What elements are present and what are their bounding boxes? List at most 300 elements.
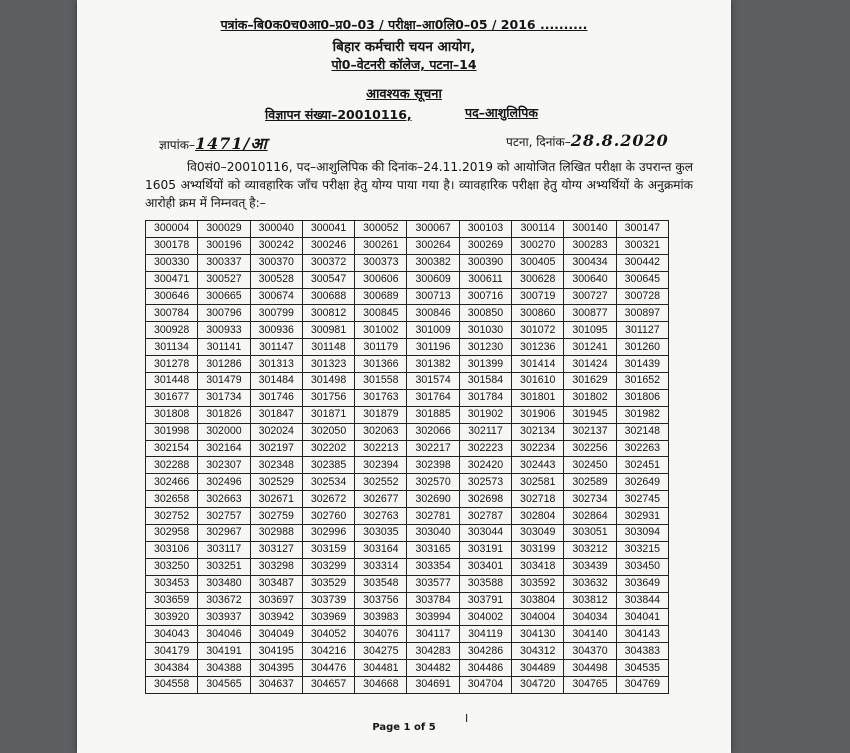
roll-number-cell: 301945 bbox=[564, 406, 616, 423]
roll-number-cell: 300040 bbox=[250, 221, 302, 238]
roll-number-cell: 302671 bbox=[250, 491, 302, 508]
roll-number-cell: 301885 bbox=[407, 406, 459, 423]
roll-number-cell: 301847 bbox=[250, 406, 302, 423]
roll-number-cell: 301610 bbox=[512, 373, 564, 390]
roll-number-cell: 304476 bbox=[302, 660, 354, 677]
roll-number-cell: 304140 bbox=[564, 626, 616, 643]
roll-number-cell: 301906 bbox=[512, 406, 564, 423]
notice-body-text: वि0सं0–20010116, पद–आशुलिपिक की दिनांक–24.11.2019 को आयोजित लिखित परीक्षा के उपरान्त कुल 1605 अभ्यर्थियों को व्यावहारिक जाँच परीक्षा हेतु योग्य पाया गया है। व्यावहारिक परीक्षा हेतु योग्य अभ्यर्थियों के अनुक्रमांक आरोही क्रम में निम्नवत् है:– bbox=[145, 160, 693, 210]
roll-number-cell: 304076 bbox=[355, 626, 407, 643]
roll-number-cell: 304191 bbox=[198, 643, 250, 660]
roll-number-cell: 300330 bbox=[146, 254, 198, 271]
roll-number-cell: 300609 bbox=[407, 271, 459, 288]
roll-number-cell: 304486 bbox=[459, 660, 511, 677]
roll-number-cell: 302466 bbox=[146, 474, 198, 491]
roll-number-cell: 302663 bbox=[198, 491, 250, 508]
roll-number-cell: 300845 bbox=[355, 305, 407, 322]
roll-number-cell: 302202 bbox=[302, 440, 354, 457]
roll-number-cell: 303250 bbox=[146, 558, 198, 575]
roll-number-cell: 300689 bbox=[355, 288, 407, 305]
roll-number-cell: 300067 bbox=[407, 221, 459, 238]
roll-number-cell: 304117 bbox=[407, 626, 459, 643]
roll-number-cell: 302451 bbox=[616, 457, 668, 474]
roll-number-cell: 301902 bbox=[459, 406, 511, 423]
roll-number-cell: 300933 bbox=[198, 322, 250, 339]
roll-number-cell: 302570 bbox=[407, 474, 459, 491]
roll-number-cell: 301147 bbox=[250, 339, 302, 356]
roll-number-cell: 300646 bbox=[146, 288, 198, 305]
roll-number-cell: 304283 bbox=[407, 643, 459, 660]
roll-number-cell: 301127 bbox=[616, 322, 668, 339]
roll-number-cell: 300812 bbox=[302, 305, 354, 322]
table-row bbox=[146, 322, 669, 339]
roll-number-cell: 300928 bbox=[146, 322, 198, 339]
table-row bbox=[146, 491, 669, 508]
roll-number-cell: 303453 bbox=[146, 575, 198, 592]
roll-number-cell: 303983 bbox=[355, 609, 407, 626]
roll-number-cell: 302063 bbox=[355, 423, 407, 440]
roll-number-cell: 302197 bbox=[250, 440, 302, 457]
roll-number-cell: 302864 bbox=[564, 508, 616, 525]
roll-number-cell: 303418 bbox=[512, 558, 564, 575]
roll-number-cell: 300052 bbox=[355, 221, 407, 238]
roll-number-cell: 300606 bbox=[355, 271, 407, 288]
roll-number-cell: 302223 bbox=[459, 440, 511, 457]
table-row bbox=[146, 575, 669, 592]
table-row bbox=[146, 660, 669, 677]
roll-number-cell: 302496 bbox=[198, 474, 250, 491]
roll-number-cell: 303969 bbox=[302, 609, 354, 626]
roll-number-cell: 302804 bbox=[512, 508, 564, 525]
page-number: Page 1 of 5 bbox=[372, 722, 436, 733]
roll-number-cell: 303106 bbox=[146, 541, 198, 558]
roll-number-cell: 300796 bbox=[198, 305, 250, 322]
roll-number-cell: 300373 bbox=[355, 254, 407, 271]
roll-number-cell: 303804 bbox=[512, 592, 564, 609]
roll-number-cell: 302759 bbox=[250, 508, 302, 525]
table-row bbox=[146, 609, 669, 626]
roll-number-cell: 302529 bbox=[250, 474, 302, 491]
roll-number-cell: 304482 bbox=[407, 660, 459, 677]
roll-number-cell: 300674 bbox=[250, 288, 302, 305]
roll-number-cell: 303212 bbox=[564, 541, 616, 558]
roll-number-cell: 301439 bbox=[616, 356, 668, 373]
roll-number-cell: 304704 bbox=[459, 677, 511, 694]
table-row bbox=[146, 305, 669, 322]
roll-number-cell: 301414 bbox=[512, 356, 564, 373]
table-row bbox=[146, 525, 669, 542]
roll-number-cell: 301756 bbox=[302, 389, 354, 406]
roll-number-cell: 302734 bbox=[564, 491, 616, 508]
roll-number-cell: 301734 bbox=[198, 389, 250, 406]
table-row bbox=[146, 474, 669, 491]
roll-number-cell: 303784 bbox=[407, 592, 459, 609]
roll-number-cell: 304558 bbox=[146, 677, 198, 694]
roll-number-cell: 303354 bbox=[407, 558, 459, 575]
document-page bbox=[77, 0, 731, 753]
roll-number-cell: 302988 bbox=[250, 525, 302, 542]
roll-number-cell: 300147 bbox=[616, 221, 668, 238]
roll-number-cell: 300645 bbox=[616, 271, 668, 288]
roll-number-cell: 304765 bbox=[564, 677, 616, 694]
roll-number-cell: 303480 bbox=[198, 575, 250, 592]
roll-number-cell: 302117 bbox=[459, 423, 511, 440]
roll-number-cell: 302134 bbox=[512, 423, 564, 440]
roll-number-cell: 300004 bbox=[146, 221, 198, 238]
roll-number-cell: 300434 bbox=[564, 254, 616, 271]
roll-number-cell: 300547 bbox=[302, 271, 354, 288]
roll-number-cell: 301278 bbox=[146, 356, 198, 373]
table-row bbox=[146, 373, 669, 390]
roll-number-cell: 303756 bbox=[355, 592, 407, 609]
roll-number-cell: 300264 bbox=[407, 237, 459, 254]
roll-number-cell: 300196 bbox=[198, 237, 250, 254]
roll-number-cell: 304041 bbox=[616, 609, 668, 626]
roll-number-cell: 302394 bbox=[355, 457, 407, 474]
roll-number-cell: 300860 bbox=[512, 305, 564, 322]
roll-number-cell: 300270 bbox=[512, 237, 564, 254]
roll-number-cell: 304691 bbox=[407, 677, 459, 694]
roll-number-cell: 300370 bbox=[250, 254, 302, 271]
roll-number-cell: 302066 bbox=[407, 423, 459, 440]
roll-number-cell: 303994 bbox=[407, 609, 459, 626]
roll-number-cell: 303439 bbox=[564, 558, 616, 575]
roll-number-cell: 301002 bbox=[355, 322, 407, 339]
roll-number-cell: 301763 bbox=[355, 389, 407, 406]
roll-number-cell: 302050 bbox=[302, 423, 354, 440]
roll-number-cell: 301236 bbox=[512, 339, 564, 356]
roll-number-cell: 302996 bbox=[302, 525, 354, 542]
roll-number-cell: 301558 bbox=[355, 373, 407, 390]
roll-number-cell: 300029 bbox=[198, 221, 250, 238]
roll-number-cell: 301746 bbox=[250, 389, 302, 406]
roll-number-cell: 302534 bbox=[302, 474, 354, 491]
roll-number-cell: 302698 bbox=[459, 491, 511, 508]
roll-number-cell: 300628 bbox=[512, 271, 564, 288]
roll-number-cell: 304130 bbox=[512, 626, 564, 643]
roll-number-cell: 304275 bbox=[355, 643, 407, 660]
roll-number-cell: 304668 bbox=[355, 677, 407, 694]
roll-number-cell: 304370 bbox=[564, 643, 616, 660]
table-row bbox=[146, 389, 669, 406]
table-row bbox=[146, 592, 669, 609]
roll-number-cell: 301448 bbox=[146, 373, 198, 390]
roll-number-cell: 300246 bbox=[302, 237, 354, 254]
organization-name: बिहार कर्मचारी चयन आयोग, bbox=[332, 39, 476, 55]
roll-number-cell: 301230 bbox=[459, 339, 511, 356]
table-row bbox=[146, 541, 669, 558]
roll-number-cell: 303697 bbox=[250, 592, 302, 609]
roll-number-cell: 303159 bbox=[302, 541, 354, 558]
roll-number-cell: 302307 bbox=[198, 457, 250, 474]
roll-number-cell: 302677 bbox=[355, 491, 407, 508]
roll-number-cell: 300688 bbox=[302, 288, 354, 305]
roll-number-cell: 301072 bbox=[512, 322, 564, 339]
roll-number-cell: 302581 bbox=[512, 474, 564, 491]
roll-number-cell: 303199 bbox=[512, 541, 564, 558]
roll-number-cell: 302443 bbox=[512, 457, 564, 474]
roll-number-cell: 301802 bbox=[564, 389, 616, 406]
roll-number-cell: 303548 bbox=[355, 575, 407, 592]
table-row bbox=[146, 457, 669, 474]
roll-number-cell: 301009 bbox=[407, 322, 459, 339]
roll-number-cell: 301652 bbox=[616, 373, 668, 390]
roll-number-cell: 304216 bbox=[302, 643, 354, 660]
roll-number-cell: 300337 bbox=[198, 254, 250, 271]
roll-number-cell: 302718 bbox=[512, 491, 564, 508]
roll-number-cell: 302787 bbox=[459, 508, 511, 525]
roll-number-cell: 301677 bbox=[146, 389, 198, 406]
reference-line: पत्रांक–बि0क0च0आ0–प्र0–03 / परीक्षा–आ0लि0–05 / 2016 .......... bbox=[220, 17, 588, 32]
roll-number-cell: 300382 bbox=[407, 254, 459, 271]
roll-number-cell: 303588 bbox=[459, 575, 511, 592]
roll-number-cell: 303127 bbox=[250, 541, 302, 558]
roll-number-cell: 303191 bbox=[459, 541, 511, 558]
table-row bbox=[146, 677, 669, 694]
roll-number-cell: 300713 bbox=[407, 288, 459, 305]
roll-number-cell: 303035 bbox=[355, 525, 407, 542]
roll-number-cell: 301879 bbox=[355, 406, 407, 423]
roll-number-cell: 300877 bbox=[564, 305, 616, 322]
roll-number-cell: 301196 bbox=[407, 339, 459, 356]
table-row bbox=[146, 288, 669, 305]
roll-number-cell: 300528 bbox=[250, 271, 302, 288]
roll-number-cell: 301498 bbox=[302, 373, 354, 390]
roll-number-cell: 303401 bbox=[459, 558, 511, 575]
roll-number-cell: 300527 bbox=[198, 271, 250, 288]
roll-number-cell: 303812 bbox=[564, 592, 616, 609]
roll-number-cell: 301479 bbox=[198, 373, 250, 390]
roll-number-cell: 301141 bbox=[198, 339, 250, 356]
roll-number-cell: 303487 bbox=[250, 575, 302, 592]
roll-number-cell: 300799 bbox=[250, 305, 302, 322]
roll-number-cell: 302760 bbox=[302, 508, 354, 525]
roll-number-cell: 303164 bbox=[355, 541, 407, 558]
roll-number-cell: 301826 bbox=[198, 406, 250, 423]
roll-number-cell: 303040 bbox=[407, 525, 459, 542]
roll-number-cell: 304049 bbox=[250, 626, 302, 643]
roll-number-cell: 304143 bbox=[616, 626, 668, 643]
place-date bbox=[506, 131, 669, 150]
roll-number-cell: 304498 bbox=[564, 660, 616, 677]
roll-number-cell: 302763 bbox=[355, 508, 407, 525]
roll-number-cell: 303251 bbox=[198, 558, 250, 575]
roll-number-cell: 300261 bbox=[355, 237, 407, 254]
roll-number-cell: 304383 bbox=[616, 643, 668, 660]
roll-number-cell: 302234 bbox=[512, 440, 564, 457]
roll-number-cell: 300611 bbox=[459, 271, 511, 288]
roll-number-cell: 303920 bbox=[146, 609, 198, 626]
roll-number-cell: 303051 bbox=[564, 525, 616, 542]
memo-label: ज्ञापांक– bbox=[159, 138, 195, 152]
roll-number-cell: 300846 bbox=[407, 305, 459, 322]
roll-number-cell: 302420 bbox=[459, 457, 511, 474]
roll-number-cell: 304769 bbox=[616, 677, 668, 694]
roll-number-cell: 301399 bbox=[459, 356, 511, 373]
roll-number-cell: 302154 bbox=[146, 440, 198, 457]
roll-number-cell: 303791 bbox=[459, 592, 511, 609]
roll-number-cell: 302024 bbox=[250, 423, 302, 440]
roll-number-cell: 303117 bbox=[198, 541, 250, 558]
handwritten-date: 28.8.2020 bbox=[570, 131, 669, 150]
roll-number-cell: 300321 bbox=[616, 237, 668, 254]
roll-number-cell: 302967 bbox=[198, 525, 250, 542]
roll-number-cell: 301806 bbox=[616, 389, 668, 406]
roll-number-cell: 302931 bbox=[616, 508, 668, 525]
roll-number-cell: 302263 bbox=[616, 440, 668, 457]
roll-number-cell: 304637 bbox=[250, 677, 302, 694]
roll-number-cell: 302385 bbox=[302, 457, 354, 474]
roll-number-cell: 300178 bbox=[146, 237, 198, 254]
roll-number-cell: 302000 bbox=[198, 423, 250, 440]
roll-number-cell: 303659 bbox=[146, 592, 198, 609]
roll-number-cell: 304046 bbox=[198, 626, 250, 643]
roll-number-cell: 301382 bbox=[407, 356, 459, 373]
table-row bbox=[146, 406, 669, 423]
roll-number-cell: 300140 bbox=[564, 221, 616, 238]
roll-number-cell: 304720 bbox=[512, 677, 564, 694]
roll-number-cell: 303450 bbox=[616, 558, 668, 575]
roll-number-cell: 304481 bbox=[355, 660, 407, 677]
roll-number-cell: 304565 bbox=[198, 677, 250, 694]
text-cursor-icon: I bbox=[465, 712, 469, 725]
roll-number-cell: 300728 bbox=[616, 288, 668, 305]
roll-number-cell: 304052 bbox=[302, 626, 354, 643]
roll-number-cell: 301808 bbox=[146, 406, 198, 423]
roll-number-cell: 304489 bbox=[512, 660, 564, 677]
roll-number-cell: 301629 bbox=[564, 373, 616, 390]
roll-number-cell: 302781 bbox=[407, 508, 459, 525]
roll-number-cell: 300850 bbox=[459, 305, 511, 322]
roll-number-cell: 300719 bbox=[512, 288, 564, 305]
roll-number-cell: 300784 bbox=[146, 305, 198, 322]
roll-number-cell: 303739 bbox=[302, 592, 354, 609]
roll-number-cell: 301871 bbox=[302, 406, 354, 423]
roll-number-cell: 300727 bbox=[564, 288, 616, 305]
roll-number-cell: 303592 bbox=[512, 575, 564, 592]
roll-number-cell: 301584 bbox=[459, 373, 511, 390]
roll-number-cell: 301982 bbox=[616, 406, 668, 423]
table-row bbox=[146, 339, 669, 356]
roll-number-cell: 302757 bbox=[198, 508, 250, 525]
roll-number-cell: 302752 bbox=[146, 508, 198, 525]
roll-number-cell: 300242 bbox=[250, 237, 302, 254]
roll-number-cell: 301030 bbox=[459, 322, 511, 339]
table-row bbox=[146, 356, 669, 373]
table-row bbox=[146, 508, 669, 525]
roll-number-cell: 303937 bbox=[198, 609, 250, 626]
roll-number-cell: 302256 bbox=[564, 440, 616, 457]
roll-number-cell: 302164 bbox=[198, 440, 250, 457]
roll-number-cell: 304004 bbox=[512, 609, 564, 626]
table-row bbox=[146, 271, 669, 288]
roll-number-cell: 300372 bbox=[302, 254, 354, 271]
roll-number-cell: 303844 bbox=[616, 592, 668, 609]
roll-number-cell: 301095 bbox=[564, 322, 616, 339]
roll-number-cell: 302690 bbox=[407, 491, 459, 508]
roll-number-cell: 304002 bbox=[459, 609, 511, 626]
roll-number-cell: 300665 bbox=[198, 288, 250, 305]
roll-number-cell: 301764 bbox=[407, 389, 459, 406]
notice-body bbox=[145, 158, 693, 212]
roll-number-cell: 300103 bbox=[459, 221, 511, 238]
roll-number-cell: 304312 bbox=[512, 643, 564, 660]
roll-number-cell: 301134 bbox=[146, 339, 198, 356]
roll-number-cell: 302217 bbox=[407, 440, 459, 457]
roll-number-cell: 304195 bbox=[250, 643, 302, 660]
roll-number-cell: 304119 bbox=[459, 626, 511, 643]
roll-number-cell: 302288 bbox=[146, 457, 198, 474]
roll-number-cell: 304395 bbox=[250, 660, 302, 677]
roll-number-cell: 302450 bbox=[564, 457, 616, 474]
roll-number-cell: 302658 bbox=[146, 491, 198, 508]
roll-number-cell: 302672 bbox=[302, 491, 354, 508]
roll-number-cell: 300405 bbox=[512, 254, 564, 271]
roll-number-cell: 300390 bbox=[459, 254, 511, 271]
roll-number-cell: 301313 bbox=[250, 356, 302, 373]
table-row bbox=[146, 626, 669, 643]
roll-number-cell: 301260 bbox=[616, 339, 668, 356]
roll-number-cell: 302589 bbox=[564, 474, 616, 491]
roll-number-cell: 304535 bbox=[616, 660, 668, 677]
roll-number-cell: 301574 bbox=[407, 373, 459, 390]
roll-number-cell: 302552 bbox=[355, 474, 407, 491]
roll-number-cell: 301366 bbox=[355, 356, 407, 373]
roll-number-table bbox=[145, 220, 669, 694]
roll-number-cell: 304657 bbox=[302, 677, 354, 694]
roll-number-cell: 304179 bbox=[146, 643, 198, 660]
roll-number-cell: 301241 bbox=[564, 339, 616, 356]
organization-address: पो0–वेटनरी कॉलेज, पटना–14 bbox=[331, 57, 477, 72]
roll-number-cell: 300114 bbox=[512, 221, 564, 238]
roll-number-cell: 300897 bbox=[616, 305, 668, 322]
roll-number-cell: 304286 bbox=[459, 643, 511, 660]
roll-number-cell: 302958 bbox=[146, 525, 198, 542]
place-date-label: पटना, दिनांक– bbox=[506, 135, 571, 149]
advertisement-number: विज्ञापन संख्या–20010116, bbox=[265, 107, 412, 122]
roll-number-cell: 302148 bbox=[616, 423, 668, 440]
roll-number-cell: 303942 bbox=[250, 609, 302, 626]
roll-number-cell: 300936 bbox=[250, 322, 302, 339]
table-row bbox=[146, 558, 669, 575]
table-row bbox=[146, 440, 669, 457]
roll-number-cell: 301424 bbox=[564, 356, 616, 373]
roll-number-cell: 300269 bbox=[459, 237, 511, 254]
roll-number-cell: 303649 bbox=[616, 575, 668, 592]
roll-number-cell: 303577 bbox=[407, 575, 459, 592]
roll-number-cell: 301148 bbox=[302, 339, 354, 356]
roll-number-cell: 300640 bbox=[564, 271, 616, 288]
roll-number-cell: 303094 bbox=[616, 525, 668, 542]
roll-number-cell: 301179 bbox=[355, 339, 407, 356]
roll-number-cell: 302348 bbox=[250, 457, 302, 474]
roll-number-cell: 302649 bbox=[616, 474, 668, 491]
roll-number-cell: 300283 bbox=[564, 237, 616, 254]
roll-number-cell: 304034 bbox=[564, 609, 616, 626]
roll-number-cell: 301286 bbox=[198, 356, 250, 373]
roll-number-cell: 303049 bbox=[512, 525, 564, 542]
roll-number-cell: 304043 bbox=[146, 626, 198, 643]
roll-number-cell: 303215 bbox=[616, 541, 668, 558]
roll-number-cell: 304388 bbox=[198, 660, 250, 677]
memo-number bbox=[159, 132, 268, 154]
table-row bbox=[146, 423, 669, 440]
roll-number-cell: 303632 bbox=[564, 575, 616, 592]
roll-number-cell: 302398 bbox=[407, 457, 459, 474]
roll-number-cell: 301784 bbox=[459, 389, 511, 406]
roll-number-cell: 301484 bbox=[250, 373, 302, 390]
table-row bbox=[146, 643, 669, 660]
